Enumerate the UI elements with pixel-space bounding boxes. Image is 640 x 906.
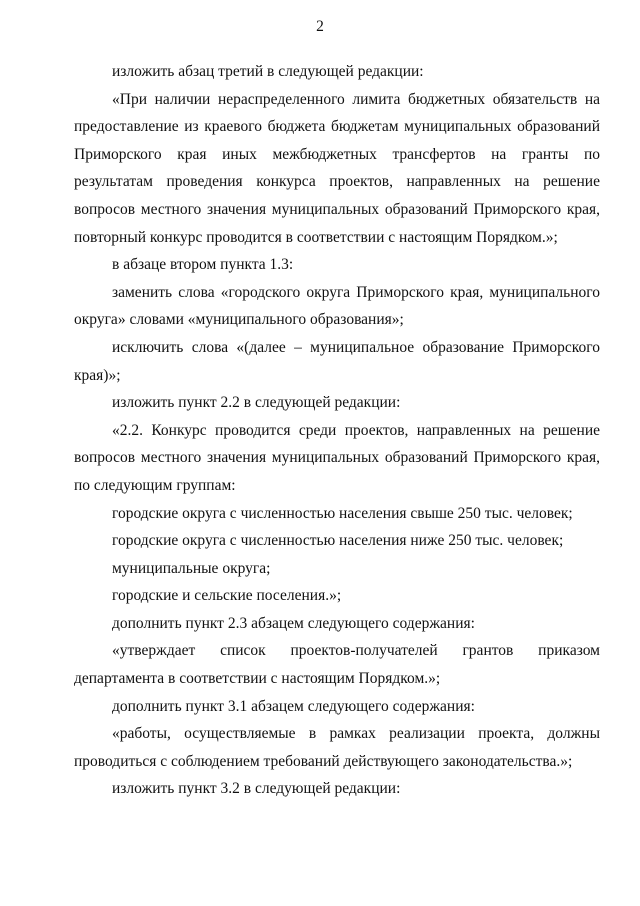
document-body — [74, 58, 600, 803]
paragraph-2: «При наличии нераспределенного лимита бюджетных обязательств на предоставление из краевого бюджета бюджетам муниципальных образований Приморского края иных межбюджетных трансфертов на гранты по результатам проведения конкурса проектов, направленных на решение вопросов местного значения муниципальных образований Приморского края, повторный конкурс проводится в соответствии с настоящим Порядком.»; — [74, 90, 600, 246]
paragraph-15: «работы, осуществляемые в рамках реализации проекта, должны проводиться с соблюдением требований действующего законодательства.»; — [74, 725, 600, 770]
paragraph-9: городские округа с численностью населения ниже 250 тыс. человек; — [112, 532, 564, 550]
paragraph-11: городские и сельские поселения.»; — [112, 587, 342, 605]
paragraph-12: дополнить пункт 2.3 абзацем следующего содержания: — [112, 614, 475, 632]
paragraph-13: «утверждает список проектов-получателей грантов приказом департамента в соответствии с настоящим Порядком.»; — [74, 642, 600, 688]
paragraph-4: заменить слова «городского округа Приморского края, муниципального округа» словами «муниципального образования»; — [74, 283, 600, 329]
page-number: 2 — [316, 18, 324, 35]
paragraph-5: исключить слова «(далее – муниципальное образование Приморского края)»; — [74, 338, 600, 384]
paragraph-10: муниципальные округа; — [112, 559, 271, 577]
paragraph-14: дополнить пункт 3.1 абзацем следующего содержания: — [112, 697, 475, 715]
paragraph-6: изложить пункт 2.2 в следующей редакции: — [112, 394, 401, 412]
paragraph-8: городские округа с численностью населения свыше 250 тыс. человек; — [112, 504, 573, 522]
paragraph-7: «2.2. Конкурс проводится среди проектов, направленных на решение вопросов местного значения муниципальных образований Приморского края, по следующим группам: — [74, 421, 600, 494]
paragraph-3: в абзаце втором пункта 1.3: — [112, 256, 294, 274]
paragraph-1: изложить абзац третий в следующей редакции: — [112, 63, 424, 80]
paragraph-16: изложить пункт 3.2 в следующей редакции: — [112, 780, 401, 798]
